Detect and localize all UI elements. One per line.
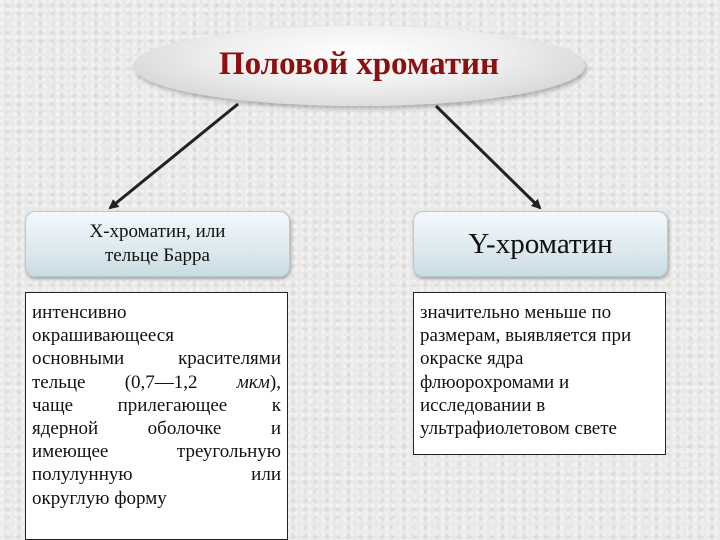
x-description-line: чаще прилегающее к	[32, 394, 281, 416]
x-description-line-part: тельце	[32, 371, 86, 393]
y-description-line: флюорохромами и	[420, 371, 570, 393]
x-chromatin-description-box	[25, 292, 288, 540]
x-description-line: интенсивно	[32, 302, 127, 323]
y-description-line: ультрафиолетовом свете	[420, 418, 617, 440]
y-description-line: исследовании в	[420, 394, 546, 416]
x-description-line: имеющее треугольную	[32, 441, 281, 463]
x-description-line	[32, 371, 281, 394]
x-chromatin-heading-box	[25, 211, 290, 277]
x-description-line-part: (0,7—1,2	[124, 371, 198, 393]
x-description-line: округлую форму	[32, 487, 167, 509]
title-ellipse	[133, 26, 585, 106]
arrow-left	[110, 104, 238, 208]
y-description-line: окраске ядра	[420, 348, 524, 370]
x-description-line: ядерной оболочке и	[32, 418, 281, 440]
x-chromatin-heading-line-1: Х-хроматин, или	[89, 221, 226, 242]
x-description-line: полулунную или	[32, 464, 281, 486]
x-description-line: основными красителями	[32, 348, 281, 370]
arrow-right	[436, 106, 540, 208]
diagram-title: Половой хроматин	[218, 45, 500, 82]
x-description-unit: мкм	[236, 371, 270, 393]
y-chromatin-description-box	[413, 292, 666, 455]
y-chromatin-heading: Y-хроматин	[468, 227, 613, 260]
x-chromatin-heading-line-2: тельце Барра	[104, 245, 210, 266]
x-description-line-part: ),	[269, 371, 281, 393]
y-description-line: значительно меньше по	[420, 302, 612, 323]
y-chromatin-heading-box	[413, 211, 668, 277]
y-description-line: размерам, выявляется при	[420, 325, 632, 347]
x-description-line: окрашивающееся	[32, 325, 174, 347]
